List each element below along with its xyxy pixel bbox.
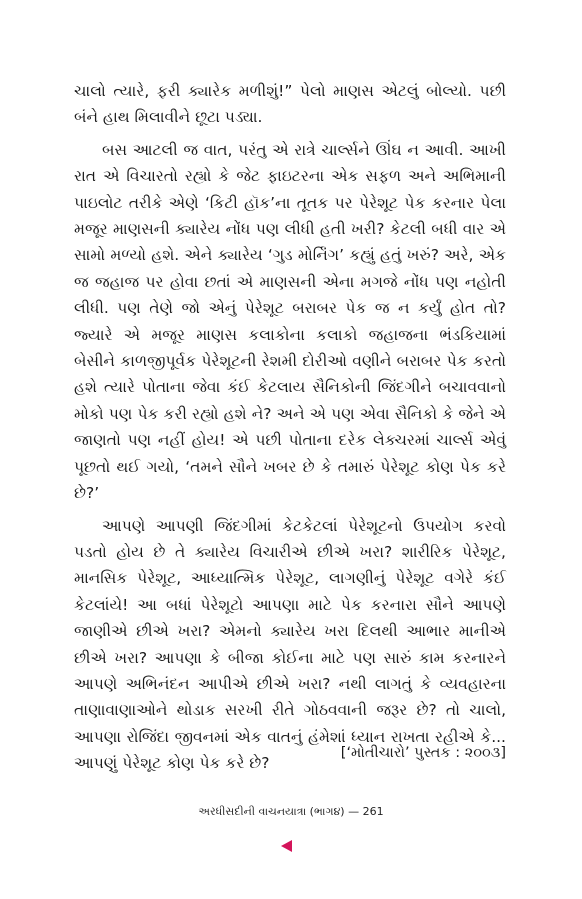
paragraph-our-parachutes: આપણે આપણી જિંદગીમાં કેટકેટલાં પેરેશૂટનો ઉપયોગ કરવો પડતો હોય છે તે ક્યારેય વિચારીએ છીએ ખરા? શારીરિક પેરેશૂટ, માનસિક પેરેશૂટ, આધ્યાત્મિક પેરેશૂટ, લાગણીનું પેરેશૂટ વગેરે કંઈ કેટલાંયે! આ બધાં પેરેશૂટો આપણા માટે પેક કરનારા સૌને આપણે જાણીએ છીએ ખરા? એમનો ક્યારેય ખરા દિલથી આભાર માનીએ છીએ ખરા? આપણા કે બીજા કોઈના માટે પણ સારું કામ કરનારને આપણે અભિનંદન આપીએ છીએ ખરા? નથી લાગતું કે વ્યવહારના તાણાવાણાઓને થોડાક સરખી રીતે ગોઠવવાની જરૂર છે? તો ચાલો, આપણા રોજિંદા જીવનમાં એક વાતનું હંમેશાં ધ્યાન રાખતા રહીએ કે... આપણું પેરેશૂટ કોણ પેક કરે છે?	[74, 516, 506, 773]
page-footer: અરધીસદીની વાચનયાત્રા (ભાગ૪) — 261	[198, 805, 384, 818]
paragraph-charles-reflection: બસ આટલી જ વાત, પરંતુ એ રાત્રે ચાર્લ્સને ઊંઘ ન આવી. આખી રાત એ વિચારતો રહ્યો કે જેટ ફાઇટરના એક સફળ અને અભિમાની પાઇલોટ તરીકે એણે ‘કિટી હૉક’ના તૂતક પર પેરેશૂટ પેક કરનાર પેલા મજૂર માણસની ક્યારેય નોંધ પણ લીધી હતી ખરી? કેટલી બધી વાર એ સામો મળ્યો હશે. એને ક્યારેય ‘ગુડ મોર્નિંગ’ કહ્યું હતું ખરું? અરે, એક જ જહાજ પર હોવા છતાં એ માણસની એના મગજે નોંધ પણ નહોતી લીધી. પણ તેણે જો એનું પેરેશૂટ બરાબર પેક જ ન કર્યું હોત તો? જ્યારે એ મજૂર માણસ કલાકોના કલાકો જહાજના ભંડકિયામાં બેસીને કાળજીપૂર્વક પેરેશૂટની રેશમી દોરીઓ વણીને બરાબર પેક કરતો હશે ત્યારે પોતાના જેવા કંઈ કેટલાય સૈનિકોની જિંદગીને બચાવવાનો મોકો પણ પેક કરી રહ્યો હશે ને? અને એ પણ એવા સૈનિકો કે જેને એ જાણતો પણ નહીં હોય! એ પછી પોતાના દરેક લેક્ચરમાં ચાર્લ્સ એવું પૂછતો થઈ ગયો, ‘તમને સૌને ખબર છે કે તમારું પેરેશૂટ કોણ પેક કરે છે?’	[74, 140, 506, 503]
previous-page-icon[interactable]	[281, 840, 292, 852]
source-citation: [‘મોતીચારો’ પુસ્તક : ૨૦૦૩]	[340, 745, 506, 761]
paragraph-opening: ચાલો ત્યારે, ફરી ક્યારેક મળીશું!” પેલો માણસ એટલું બોલ્યો. પછી બંને હાથ મિલાવીને છૂટા પડ્યા.	[74, 82, 506, 127]
article-body	[74, 78, 506, 777]
